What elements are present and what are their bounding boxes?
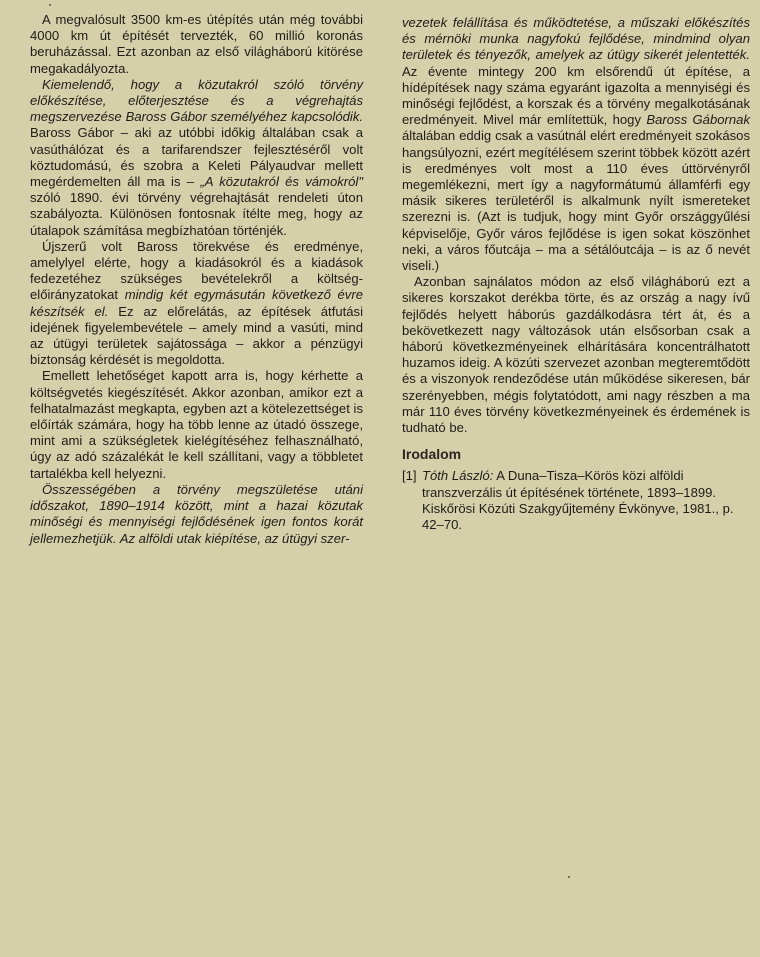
italic-text: vezetek felállítása és működtetése, a műszaki előkészítés és mérnöki munka nagyfokú fejlődése, mindmind olyan területek és tényezők, amelyek az útügy sikerét jelentették. (402, 15, 750, 63)
paragraph: Újszerű volt Baross törekvése és eredménye, amelylyel elérte, hogy a kiadásokról és a kiadások fedezetéhez szükséges bevételekről a költség-előirányzatokat mindig két egymásután következő évre készítsék el. Ez az előrelátás, az építések átfutási idejének figyelembevétele – amely mind a vasúti, mind az útügyi területek sajátossága – akkor a pénzügyi biztonság kérdését is megoldotta. (30, 238, 363, 368)
italic-text: Baross Gábornak (646, 112, 750, 128)
right-column (402, 15, 750, 533)
italic-text: Összességében a törvény megszületése utáni időszakot, 1890–1914 között, mint a hazai közutak minőségi és mennyiségi fejlődésének igen fontos korát jellemezhetjük. Az alföldi utak kiépítése, az útügyi szer- (30, 481, 363, 546)
section-heading: Irodalom (402, 446, 462, 463)
italic-text: „A közutakról és vámokról" (200, 174, 363, 190)
italic-text: Kiemelendő, hogy a közutakról szóló törvény előkészítése, előterjesztése és a végrehajtás megszervezése Baross Gábor személyéhez kapcsolódik. (30, 76, 363, 125)
paragraph: Emellett lehetőséget kapott arra is, hogy kérhette a költségvetés kiegészítését. Akkor azonban, amikor ezt a felhatalmazást megkapta, egyben azt a kötelezettséget is előírták számára, hogy ha több lenne az útadó összege, mint ami a szükségletek kielégítéséhez felhasználható, úgy az adó százalékát le kell szállítani, vagy a többletet tartalékba kell helyezni. (30, 368, 363, 481)
reference-text: Tóth László: A Duna–Tisza–Körös közi alföldi transzverzális út építésének története, 1893–1899. Kiskőrösi Közúti Szakgyűjtemény Évkönyve, 1981., p. 42–70. (422, 468, 734, 533)
left-column (30, 12, 363, 547)
reference-number: [1] (402, 468, 417, 484)
paragraph (30, 482, 363, 547)
paragraph: Azonban sajnálatos módon az első világháború ezt a sikeres korszakot derékba törte, és az ország a nagy ívű fejlődés helyett háborús gazdálkodásra tért át, és a bekövetkezett nagy változások után elsősorban csak a háború következményeinek elhárítására koncentrálhatott huzamos ideig. A közúti szervezet azonban megteremtődött és a viszonyok rendeződése után működése sikeresen, bár szerényebben, mégis folytatódott, ami nagy részben a ma már 110 éves törvény következményeinek és érdemének is tudható be. (402, 274, 750, 436)
paragraph: Kiemelendő, hogy a közutakról szóló törvény előkészítése, előterjesztése és a végrehajtás megszervezése Baross Gábor személyéhez kapcsolódik. Baross Gábor – aki az utóbbi időkig általában csak a vasúthálózat és a tarifarendszer fejlesztéséről volt köztudomású, és szobra a Keleti Pályaudvar mellett megérdemelten áll ma is – „A közutakról és vámokról" szóló 1890. évi törvény végrehajtását rendeleti úton szabályozta. Különösen fontosnak ítélte meg, hogy az útalapok számítása megbízhatóan történjék. (30, 76, 363, 238)
paragraph: A megvalósult 3500 km-es útépítés után még további 4000 km út építését tervezték, 60 millió koronás beruházással. Ezt azonban az első világháború kitörése megakadályozta. (30, 12, 363, 76)
italic-text: mindig két egymásután következő évre készítsék el. (30, 287, 363, 319)
scan-speck (568, 876, 570, 878)
paragraph: vezetek felállítása és működtetése, a műszaki előkészítés és mérnöki munka nagyfokú fejlődése, mindmind olyan területek és tényezők, amelyek az útügy sikerét jelentették. Az évente mintegy 200 km elsőrendű út építése, a hídépítések nagy száma egyaránt igazolta a mennyiségi és minőségi fejlődést, a korszak és a törvény megalkotásának eredményeit. Mivel már említettük, hogy Baross Gábornak általában eddig csak a vasútnál elért eredményeit szokásos hangsúlyozni, ezért megítélésem szerint többek között azért is eredményes volt most a 110 éves úttörvényről megemlékezni, mert így a nagyformátumú államférfi egy másik sikeres területéről is alkalmunk nyílt ismereteket szerezni is. (Azt is tudjuk, hogy mint Győr országgyűlési képviselője, Győr város fejlődése is igen sokat köszönhet neki, a város főutcája – ma a sétálóutcája – is az ő nevét viseli.) (402, 15, 750, 274)
reference-item (402, 468, 750, 533)
scan-speck (49, 4, 51, 6)
reference-author: Tóth László: (422, 468, 494, 484)
